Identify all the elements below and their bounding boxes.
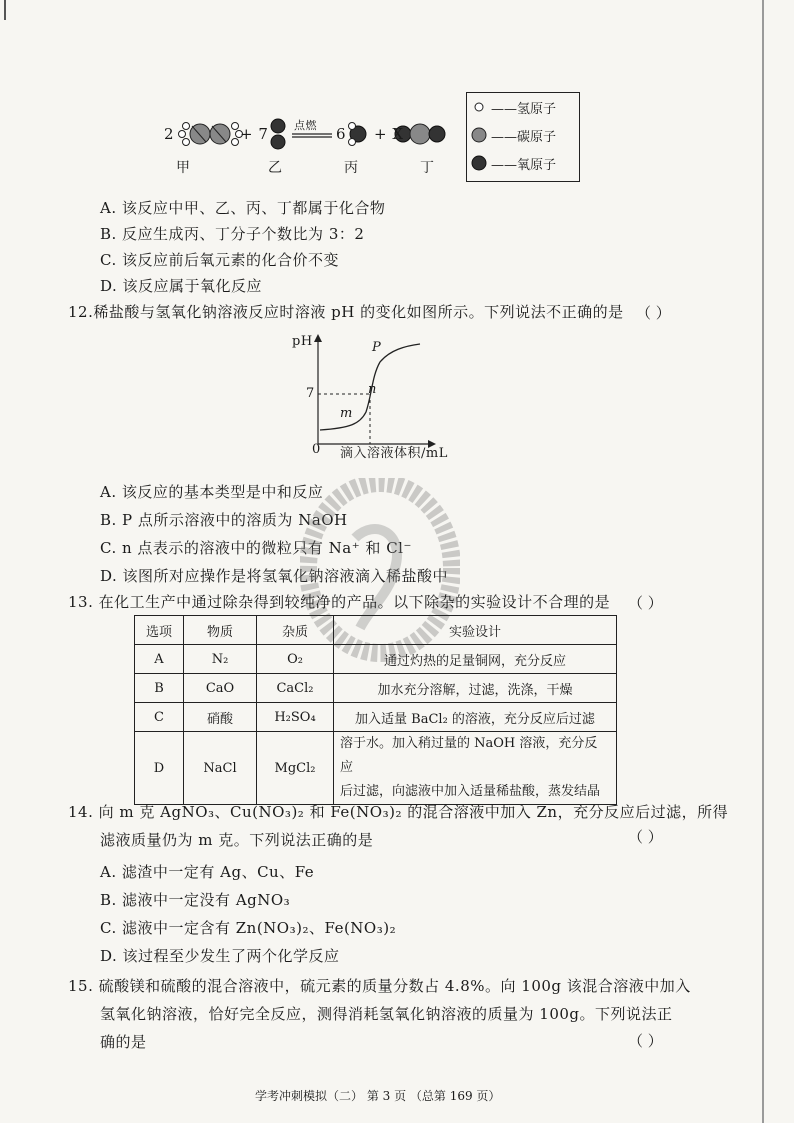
label-jia: 甲 — [176, 160, 191, 176]
cell-substance: N₂ — [184, 645, 257, 674]
q14-answer-paren: （ ） — [628, 828, 663, 846]
legend-carbon: ——碳原子 — [491, 130, 557, 145]
q11-option-c: C. 该反应前后氧元素的化合价不变 — [100, 251, 339, 269]
table-row — [135, 703, 617, 732]
y-tick-7: 7 — [306, 386, 315, 401]
cell-impurity: MgCl₂ — [257, 732, 334, 805]
q12-stem: 12.稀盐酸与氢氧化钠溶液反应时溶液 pH 的变化如图所示。下列说法不正确的是 — [68, 303, 624, 321]
legend-oxygen: ——氧原子 — [491, 158, 557, 173]
hydrogen-atom-icon — [475, 103, 483, 111]
cell-substance: 硝酸 — [184, 703, 257, 732]
cell-substance: NaCl — [184, 732, 257, 805]
q14-option-a: A. 滤渣中一定有 Ag、Cu、Fe — [100, 863, 315, 881]
point-p: P — [372, 340, 382, 355]
label-bing: 丙 — [344, 160, 359, 176]
origin-label: 0 — [312, 442, 321, 457]
header-impurity: 杂质 — [257, 616, 334, 645]
cell-design: 通过灼热的足量铜网，充分反应 — [334, 645, 617, 674]
q11-option-d: D. 该反应属于氧化反应 — [100, 277, 263, 295]
cell-option: D — [135, 732, 184, 805]
table-row — [135, 645, 617, 674]
cell-design — [334, 732, 617, 805]
point-n: n — [368, 382, 377, 397]
q15-stem-line-3: 确的是 — [100, 1033, 147, 1051]
q12-option-d: D. 该图所对应操作是将氢氧化钠溶液滴入稀盐酸中 — [100, 567, 449, 585]
label-ding: 丁 — [420, 160, 435, 176]
header-design: 实验设计 — [334, 616, 617, 645]
q12-option-c: C. n 点表示的溶液中的微粒只有 Na⁺ 和 Cl⁻ — [100, 539, 412, 557]
oxygen-atom-icon — [472, 156, 486, 170]
coef-bing: 6 — [336, 125, 347, 143]
q14-option-c: C. 滤液中一定含有 Zn(NO₃)₂、Fe(NO₃)₂ — [100, 919, 397, 937]
legend-hydrogen: ——氢原子 — [491, 102, 557, 117]
q15-stem-line-2: 氢氧化钠溶液，恰好完全反应，测得消耗氢氧化钠溶液的质量为 100g。下列说法正 — [100, 1005, 673, 1023]
cell-option: B — [135, 674, 184, 703]
coef-jia: 2 — [164, 125, 175, 143]
legend-symbols — [471, 99, 491, 175]
carbon-atom-icon — [472, 128, 486, 142]
q11-option-b: B. 反应生成丙、丁分子个数比为 3：2 — [100, 225, 365, 243]
cell-option: C — [135, 703, 184, 732]
page-edge-right — [762, 0, 764, 1123]
q12-answer-paren: （ ） — [636, 304, 671, 322]
x-axis-label: 滴入溶液体积/mL — [340, 446, 448, 461]
molecule-yi — [271, 119, 285, 149]
cell-design: 加水充分溶解，过滤，洗涤，干燥 — [334, 674, 617, 703]
molecule-bing — [349, 123, 367, 146]
q13-stem: 13. 在化工生产中通过除杂得到较纯净的产品。以下除杂的实验设计不合理的是 — [68, 593, 611, 611]
cell-impurity: H₂SO₄ — [257, 703, 334, 732]
page-edge-left — [4, 0, 6, 20]
q14-option-d: D. 该过程至少发生了两个化学反应 — [100, 947, 340, 965]
q14-stem-line-1: 14. 向 m 克 AgNO₃、Cu(NO₃)₂ 和 Fe(NO₃)₂ 的混合溶液中加入 Zn，充分反应后过滤，所得 — [68, 803, 729, 821]
q14-option-b: B. 滤液中一定没有 AgNO₃ — [100, 891, 291, 909]
point-m: m — [340, 406, 353, 421]
coef-yi: + 7 — [240, 125, 269, 143]
table-row — [135, 732, 617, 805]
cell-design-line-1: 溶于水。加入稍过量的 NaOH 溶液，充分反应 — [340, 736, 598, 775]
cell-design-line-2: 后过滤，向滤液中加入适量稀盐酸，蒸发结晶 — [340, 784, 601, 799]
header-substance: 物质 — [184, 616, 257, 645]
impurity-table — [134, 615, 617, 805]
q14-stem-line-2: 滤液质量仍为 m 克。下列说法正确的是 — [100, 831, 374, 849]
q15-answer-paren: （ ） — [628, 1032, 663, 1050]
y-axis-label: pH — [292, 334, 313, 349]
cell-design: 加入适量 BaCl₂ 的溶液，充分反应后过滤 — [334, 703, 617, 732]
molecule-jia — [179, 123, 243, 146]
cell-option: A — [135, 645, 184, 674]
cell-impurity: CaCl₂ — [257, 674, 334, 703]
cell-impurity: O₂ — [257, 645, 334, 674]
reaction-condition: 点燃 — [294, 119, 317, 132]
q12-option-a: A. 该反应的基本类型是中和反应 — [100, 483, 324, 501]
table-row — [135, 674, 617, 703]
q11-option-a: A. 该反应中甲、乙、丙、丁都属于化合物 — [100, 199, 386, 217]
header-option: 选项 — [135, 616, 184, 645]
atom-legend — [466, 92, 580, 182]
page-footer: 学考冲刺模拟（二） 第 3 页 （总第 169 页） — [255, 1089, 501, 1103]
cell-substance: CaO — [184, 674, 257, 703]
label-yi: 乙 — [268, 160, 283, 176]
q15-stem-line-1: 15. 硫酸镁和硫酸的混合溶液中，硫元素的质量分数占 4.8%。向 100g 该混合溶液中加入 — [68, 977, 691, 995]
q12-option-b: B. P 点所示溶液中的溶质为 NaOH — [100, 511, 348, 529]
q13-answer-paren: （ ） — [628, 594, 663, 612]
coef-ding: + X — [374, 125, 404, 143]
table-header-row — [135, 616, 617, 645]
